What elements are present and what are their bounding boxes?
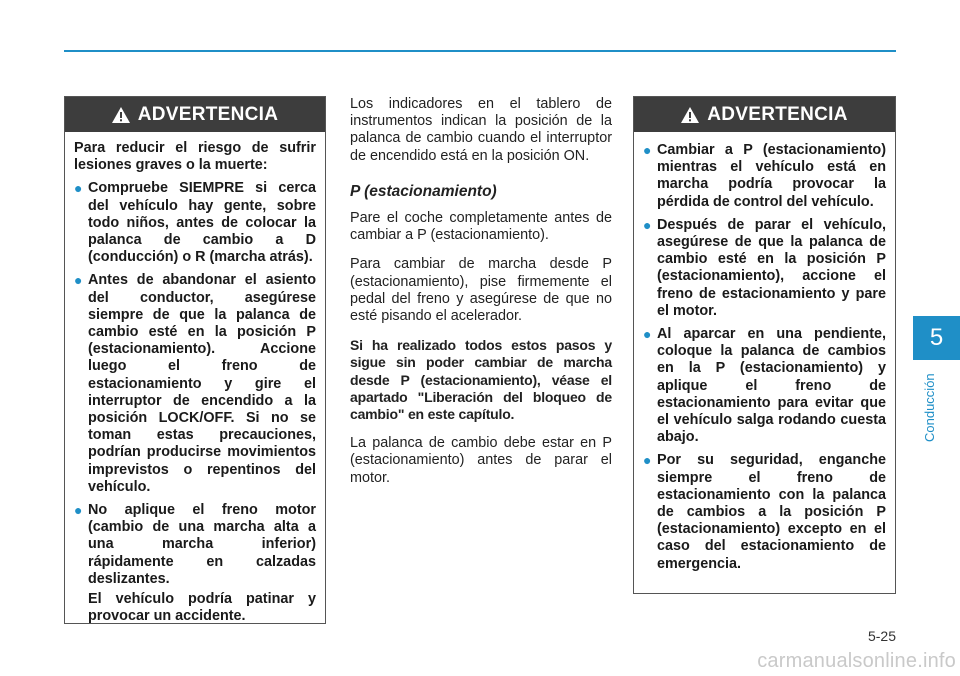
right-warning-body <box>634 132 895 573</box>
left-warning-continuation: El vehículo podría patinar y provocar un accidente. <box>88 591 316 625</box>
warning-icon <box>112 107 130 123</box>
chapter-label-wrapper <box>920 370 944 460</box>
list-item: ● Antes de abandonar el asiento del conductor, asegúrese siempre de que la palanca de cambio esté en la posición P (estacionamiento). Accione luego el freno de estacionamiento y gire el interruptor de encendido a la posición LOCK/OFF. Si no se toman estas precauciones, podrían producirse movimientos imprevistos o repentinos del vehículo. <box>74 272 316 495</box>
bullet-icon: ● <box>643 142 652 158</box>
paragraph: La palanca de cambio debe estar en P (estacionamiento) antes de parar el motor. <box>350 435 612 486</box>
left-warning-header <box>65 97 325 132</box>
chapter-tab: 5 <box>913 316 960 360</box>
right-warning-list <box>643 142 886 573</box>
bullet-icon: ● <box>643 452 652 469</box>
left-warning-body <box>65 132 325 625</box>
page-number: 5-25 <box>867 628 896 644</box>
bold-paragraph: Si ha realizado todos estos pasos y sigue sin poder cambiar de marcha desde P (estacionamiento), véase el apartado "Liberación del bloqueo de cambio" en este capítulo. <box>350 337 612 423</box>
list-item: ● Al aparcar en una pendiente, coloque la palanca de cambios en la P (estacionamiento) y aplique el freno de estacionamiento para evitar que el vehículo salga rodando cuesta abajo. <box>643 326 886 446</box>
left-warning-box <box>64 96 326 624</box>
middle-column <box>350 96 612 499</box>
top-rule <box>64 50 896 52</box>
bullet-icon: ● <box>74 180 83 197</box>
bullet-icon: ● <box>643 326 652 343</box>
list-item: ● Cambiar a P (estacionamiento) mientras el vehículo está en marcha podría provocar la pérdida de control del vehículo. <box>643 142 886 210</box>
right-warning-box <box>633 96 896 594</box>
left-warning-list <box>74 180 316 588</box>
left-warning-title: ADVERTENCIA <box>137 103 279 125</box>
list-item: ● No aplique el freno motor (cambio de una marcha alta a una marcha inferior) rápidamente en calzadas deslizantes. <box>74 502 316 587</box>
paragraph: Para cambiar de marcha desde P (estacionamiento), pise firmemente el pedal del freno y asegúrese de que no esté pisando el acelerador. <box>350 256 612 325</box>
bullet-icon: ● <box>74 272 83 289</box>
subheading: P (estacionamiento) <box>350 182 497 200</box>
right-warning-title: ADVERTENCIA <box>707 103 848 125</box>
left-warning-intro: Para reducir el riesgo de sufrir lesiones graves o la muerte: <box>74 140 316 174</box>
watermark: carmanualsonline.info <box>757 650 956 672</box>
warning-icon <box>681 107 699 123</box>
list-item: ● Después de parar el vehículo, asegúrese de que la palanca de cambio esté en la posición P (estacionamiento), accione el freno de estacionamiento y pare el motor. <box>643 216 886 319</box>
bullet-icon: ● <box>643 216 652 233</box>
right-warning-header <box>634 97 895 132</box>
paragraph: Los indicadores en el tablero de instrumentos indican la posición de la palanca de cambio cuando el interruptor de encendido está en la posición ON. <box>350 96 612 164</box>
bullet-icon: ● <box>74 502 83 519</box>
list-item: ● Compruebe SIEMPRE si cerca del vehículo hay gente, sobre todo niños, antes de colocar la palanca de cambio a D (conducción) o R (marcha atrás). <box>74 180 316 266</box>
list-item: ● Por su seguridad, enganche siempre el freno de estacionamiento con la palanca de cambios a la posición P (estacionamiento) excepto en el caso del estacionamiento de emergencia. <box>643 452 886 572</box>
paragraph: Pare el coche completamente antes de cambiar a P (estacionamiento). <box>350 210 612 244</box>
chapter-label: Conducción <box>922 373 937 442</box>
